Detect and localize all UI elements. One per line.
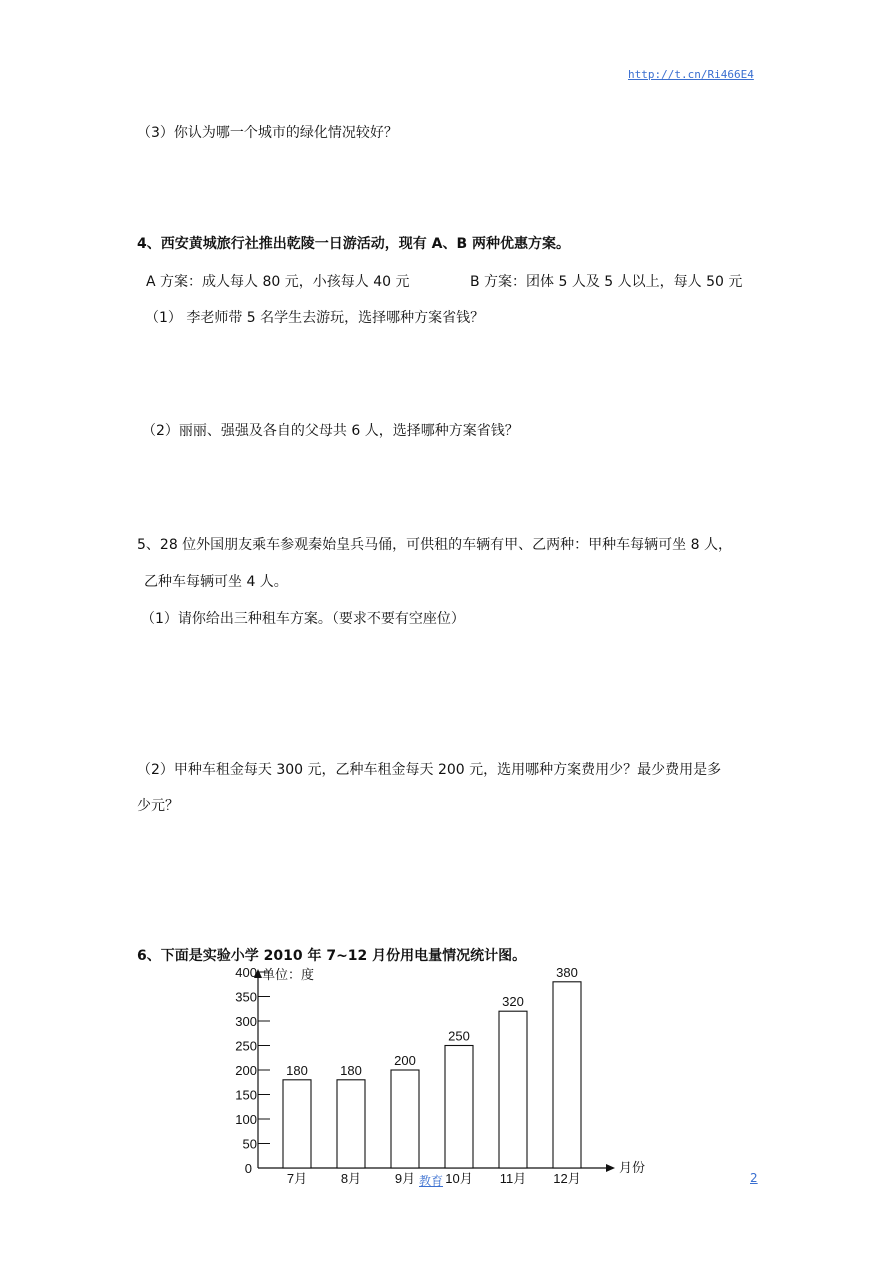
x-tick-label: 10月	[445, 1171, 473, 1186]
q6-title: 6、下面是实验小学 2010 年 7~12 月份用电量情况统计图。	[137, 948, 527, 964]
y-tick-label: 300	[235, 1014, 257, 1029]
q5-sub2-line1: （2）甲种车租金每天 300 元，乙种车租金每天 200 元，选用哪种方案费用少？最少费用是多	[137, 762, 722, 778]
bar-value-label: 250	[448, 1028, 470, 1044]
x-axis-label: 月份	[619, 1160, 646, 1175]
y-axis-label: 单位：度	[262, 967, 315, 982]
q4-title: 4、西安黄城旅行社推出乾陵一日游活动，现有 A、B 两种优惠方案。	[137, 236, 570, 252]
x-tick-label: 11月	[499, 1171, 527, 1186]
x-tick-label: 9月	[394, 1171, 416, 1186]
y-tick-label: 400	[235, 965, 257, 980]
q4-plan-a: A 方案：成人每人 80 元，小孩每人 40 元	[146, 274, 410, 290]
footer-link[interactable]: 教育	[419, 1174, 444, 1188]
y-tick-label: 0	[244, 1161, 252, 1176]
q5-sub2-line2: 少元？	[137, 798, 179, 814]
y-tick-label: 250	[235, 1038, 257, 1054]
bar	[499, 1011, 527, 1168]
page-number[interactable]: 2	[750, 1171, 758, 1185]
bar	[553, 982, 581, 1168]
bar-value-label: 180	[340, 1062, 362, 1078]
q4-sub1: （1） 李老师带 5 名学生去游玩，选择哪种方案省钱？	[145, 310, 485, 326]
y-tick-label: 350	[235, 989, 257, 1005]
y-tick-label: 200	[235, 1063, 257, 1078]
bar-value-label: 200	[394, 1053, 416, 1068]
x-tick-label: 8月	[340, 1171, 362, 1186]
x-tick-label: 12月	[553, 1171, 581, 1186]
x-axis-arrow	[606, 1164, 615, 1172]
q3-sub3: （3）你认为哪一个城市的绿化情况较好？	[137, 125, 398, 141]
bar-value-label: 180	[286, 1062, 308, 1078]
bar	[337, 1080, 365, 1168]
bar	[445, 1046, 473, 1169]
bar	[283, 1080, 311, 1168]
q5-sub1: （1）请你给出三种租车方案。（要求不要有空座位）	[141, 611, 465, 627]
q4-plan-b: B 方案：团体 5 人及 5 人以上，每人 50 元	[470, 274, 743, 290]
electricity-bar-chart	[220, 958, 670, 1190]
x-tick-label: 7月	[286, 1171, 308, 1186]
header-link[interactable]: http://t.cn/Ri466E4	[628, 68, 754, 81]
bar	[391, 1070, 419, 1168]
y-tick-label: 50	[242, 1136, 257, 1152]
y-tick-label: 100	[235, 1112, 257, 1127]
q4-sub2: （2）丽丽、强强及各自的父母共 6 人，选择哪种方案省钱？	[142, 423, 519, 439]
q5-title-line1: 5、28 位外国朋友乘车参观秦始皇兵马俑，可供租的车辆有甲、乙两种：甲种车每辆可坐 8 人，	[137, 537, 732, 553]
q5-title-line2: 乙种车每辆可坐 4 人。	[144, 574, 288, 590]
bar-value-label: 380	[556, 964, 578, 980]
bar-value-label: 320	[502, 994, 524, 1010]
y-tick-label: 150	[235, 1087, 257, 1103]
